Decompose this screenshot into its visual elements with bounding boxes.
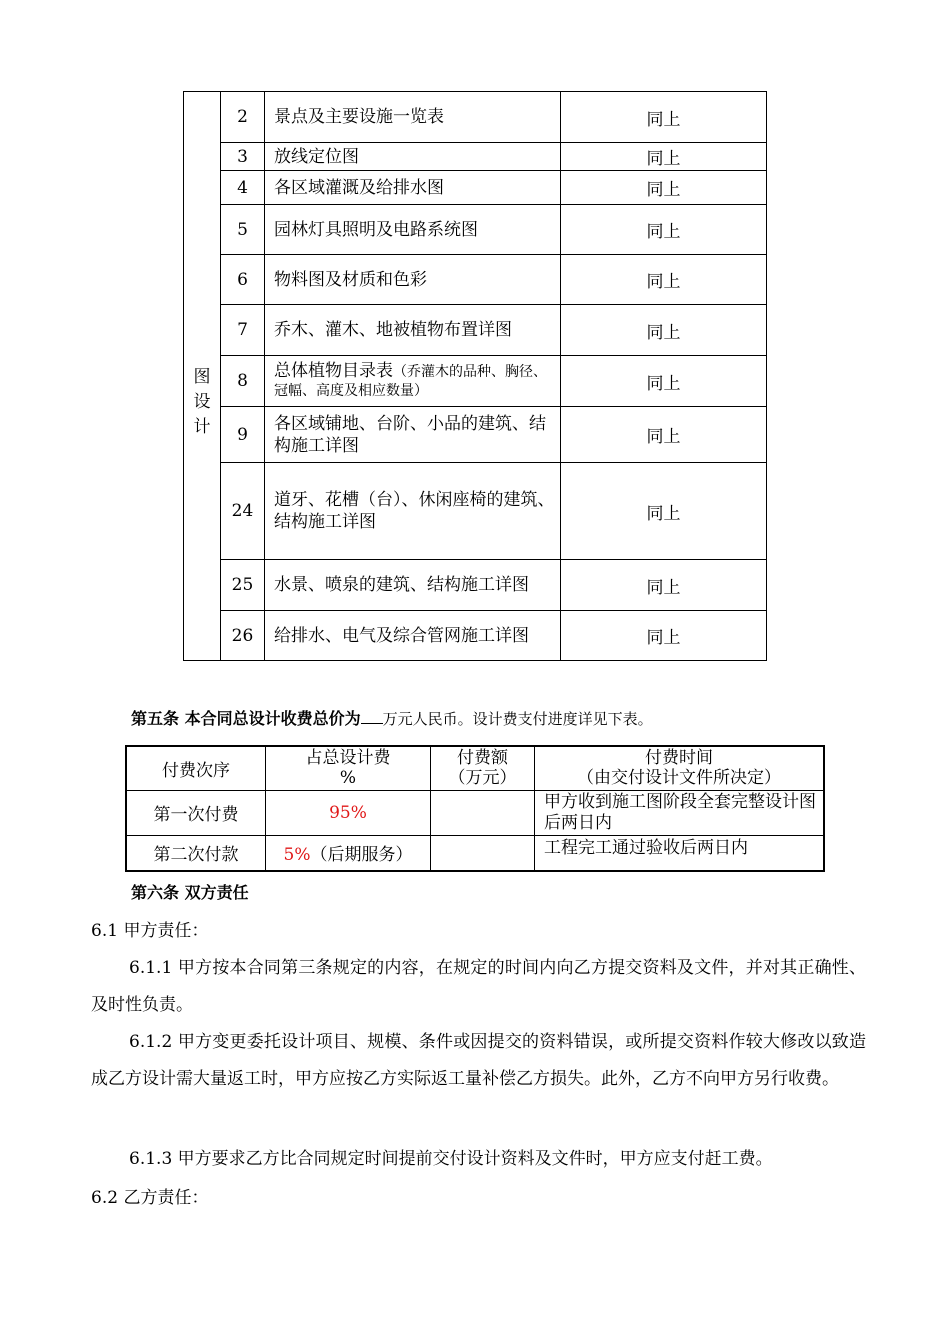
header-time-line2: （由交付设计文件所决定） <box>577 768 781 789</box>
article-5-heading: 第五条 本合同总设计收费总价为 <box>131 709 361 728</box>
row-requirement: 同上 <box>561 305 767 356</box>
section-6-2: 6.2 乙方责任： <box>91 1188 209 1208</box>
row-number: 24 <box>221 463 265 560</box>
payment-time: 甲方收到施工图阶段全套完整设计图后两日内 <box>535 790 825 835</box>
payment-pct-value: 5% <box>283 845 311 866</box>
row-item: 各区域铺地、台阶、小品的建筑、结构施工详图 <box>265 407 561 463</box>
section-6-1: 6.1 甲方责任： <box>91 921 209 941</box>
payment-percentage <box>266 790 431 835</box>
payment-order: 第二次付款 <box>126 835 266 871</box>
row-requirement: 同上 <box>561 356 767 407</box>
table-row <box>126 835 824 871</box>
row-number: 2 <box>221 92 265 143</box>
payment-amount <box>431 790 535 835</box>
row-requirement: 同上 <box>561 407 767 463</box>
row-item: 物料图及材质和色彩 <box>265 255 561 305</box>
category-char: 计 <box>193 416 211 437</box>
table-row <box>126 790 824 835</box>
clause-6-1-2: 6.1.2 甲方变更委托设计项目、规模、条件或因提交的资料错误，或所提交资料作较大修改以致造成乙方设计需大量返工时，甲方应按乙方实际返工量补偿乙方损失。此外，乙方不向甲方另行收费。 <box>91 1032 866 1089</box>
row-number: 4 <box>221 171 265 205</box>
row-item: 乔木、灌木、地被植物布置详图 <box>265 305 561 356</box>
header-amount-line2: （万元） <box>448 768 517 789</box>
category-cell <box>184 92 221 661</box>
row-number: 25 <box>221 560 265 611</box>
row-requirement: 同上 <box>561 255 767 305</box>
table-row <box>184 407 767 463</box>
table-row <box>184 463 767 560</box>
row-requirement: 同上 <box>561 92 767 143</box>
row-item-note: （乔灌木的品种、胸径、冠幅、高度及相应数量） <box>274 363 547 399</box>
row-requirement: 同上 <box>561 143 767 171</box>
row-requirement: 同上 <box>561 560 767 611</box>
category-char: 图 <box>193 366 211 387</box>
table-row <box>184 560 767 611</box>
header-percentage <box>266 746 431 790</box>
payment-order: 第一次付费 <box>126 790 266 835</box>
row-item: 道牙、花槽（台）、休闲座椅的建筑、结构施工详图 <box>265 463 561 560</box>
article-5 <box>131 706 653 729</box>
row-number: 7 <box>221 305 265 356</box>
row-item <box>265 356 561 407</box>
design-items-table <box>183 91 767 661</box>
row-requirement: 同上 <box>561 611 767 661</box>
row-number: 3 <box>221 143 265 171</box>
row-number: 6 <box>221 255 265 305</box>
row-requirement: 同上 <box>561 171 767 205</box>
table-row <box>184 305 767 356</box>
category-char: 设 <box>193 391 211 412</box>
row-number: 26 <box>221 611 265 661</box>
payment-pct-value: 95% <box>329 802 367 823</box>
row-number: 9 <box>221 407 265 463</box>
row-requirement: 同上 <box>561 463 767 560</box>
table-row <box>184 92 767 143</box>
row-item: 放线定位图 <box>265 143 561 171</box>
row-item: 各区域灌溉及给排水图 <box>265 171 561 205</box>
header-order: 付费次序 <box>126 746 266 790</box>
row-item: 景点及主要设施一览表 <box>265 92 561 143</box>
row-item-title: 总体植物目录表 <box>274 360 393 381</box>
header-pct-line1: 占总设计费 <box>305 748 391 769</box>
table-row <box>184 205 767 255</box>
payment-time: 工程完工通过验收后两日内 <box>535 835 825 871</box>
row-item: 水景、喷泉的建筑、结构施工详图 <box>265 560 561 611</box>
payment-percentage <box>266 835 431 871</box>
table-row <box>184 143 767 171</box>
article-6-heading: 第六条 双方责任 <box>131 883 249 902</box>
clause-6-1-1: 6.1.1 甲方按本合同第三条规定的内容，在规定的时间内向乙方提交资料及文件，并对其正确性、及时性负责。 <box>91 958 866 1015</box>
payment-pct-note: （后期服务） <box>310 845 413 866</box>
table-row <box>184 255 767 305</box>
table-row <box>184 171 767 205</box>
row-number: 8 <box>221 356 265 407</box>
row-number: 5 <box>221 205 265 255</box>
header-pct-line2: % <box>339 768 357 789</box>
fee-blank <box>361 709 383 724</box>
row-item: 给排水、电气及综合管网施工详图 <box>265 611 561 661</box>
article-5-tail: 万元人民币。设计费支付进度详见下表。 <box>382 710 653 728</box>
payment-amount <box>431 835 535 871</box>
payment-table <box>125 745 825 872</box>
header-amount <box>431 746 535 790</box>
header-time-line1: 付费时间 <box>645 748 713 769</box>
row-requirement: 同上 <box>561 205 767 255</box>
table-row <box>184 611 767 661</box>
row-item: 园林灯具照明及电路系统图 <box>265 205 561 255</box>
header-amount-line1: 付费额 <box>457 748 508 769</box>
clause-6-1-3: 6.1.3 甲方要求乙方比合同规定时间提前交付设计资料及文件时，甲方应支付赶工费。 <box>129 1149 773 1169</box>
table-row <box>184 356 767 407</box>
table-header-row <box>126 746 824 790</box>
header-time <box>535 746 825 790</box>
